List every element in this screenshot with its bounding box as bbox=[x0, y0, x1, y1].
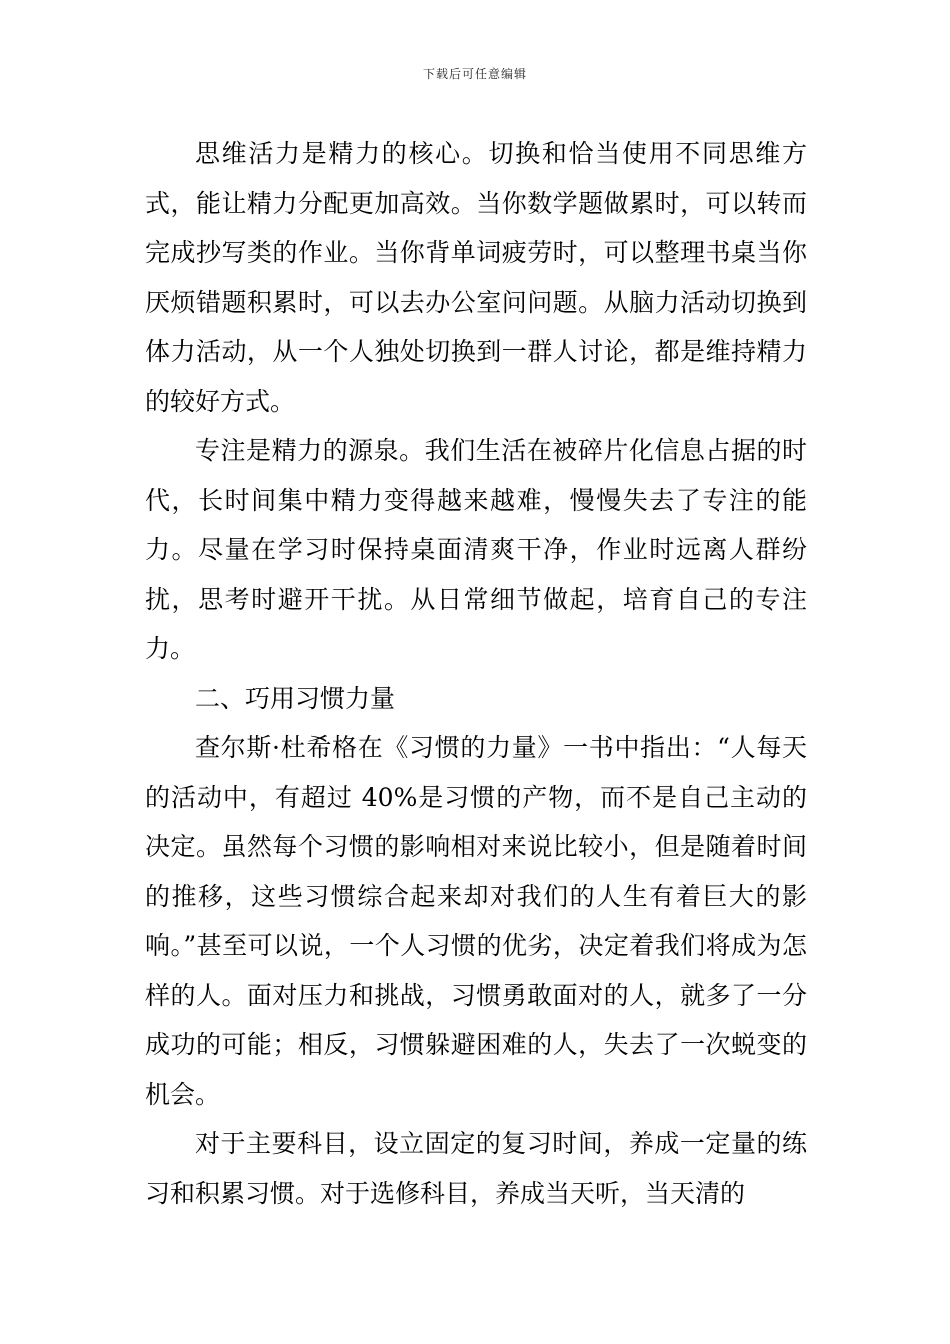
paragraph-study-habits: 对于主要科目，设立固定的复习时间，养成一定量的练习和积累习惯。对于选修科目，养成当天听，当天清的 bbox=[145, 1129, 807, 1208]
paragraph-habit-quote: 查尔斯·杜希格在《习惯的力量》一书中指出：“人每天的活动中，有超过 40%是习惯的产物，而不是自己主动的决定。虽然每个习惯的影响相对来说比较小，但是随着时间的推移，这些习惯综合起来却对我们的人生有着巨大的影响。”甚至可以说，一个人习惯的优劣，决定着我们将成为怎样的人。面对压力和挑战，习惯勇敢面对的人，就多了一分成功的可能；相反，习惯躲避困难的人，失去了一次蜕变的机会。 bbox=[145, 733, 807, 1109]
document-body bbox=[145, 129, 807, 1218]
paragraph-mental-energy: 思维活力是精力的核心。切换和恰当使用不同思维方式，能让精力分配更加高效。当你数学题做累时，可以转而完成抄写类的作业。当你背单词疲劳时，可以整理书桌当你厌烦错题积累时，可以去办公室问问题。从脑力活动切换到体力活动，从一个人独处切换到一群人讨论，都是维持精力的较好方式。 bbox=[145, 139, 807, 416]
page-header: 下载后可任意编辑 bbox=[422, 67, 527, 81]
paragraph-focus: 专注是精力的源泉。我们生活在被碎片化信息占据的时代，长时间集中精力变得越来越难，慢慢失去了专注的能力。尽量在学习时保持桌面清爽干净，作业时远离人群纷扰，思考时避开干扰。从日常细节做起，培育自己的专注力。 bbox=[145, 436, 807, 663]
section-heading-habits: 二、巧用习惯力量 bbox=[195, 683, 396, 713]
